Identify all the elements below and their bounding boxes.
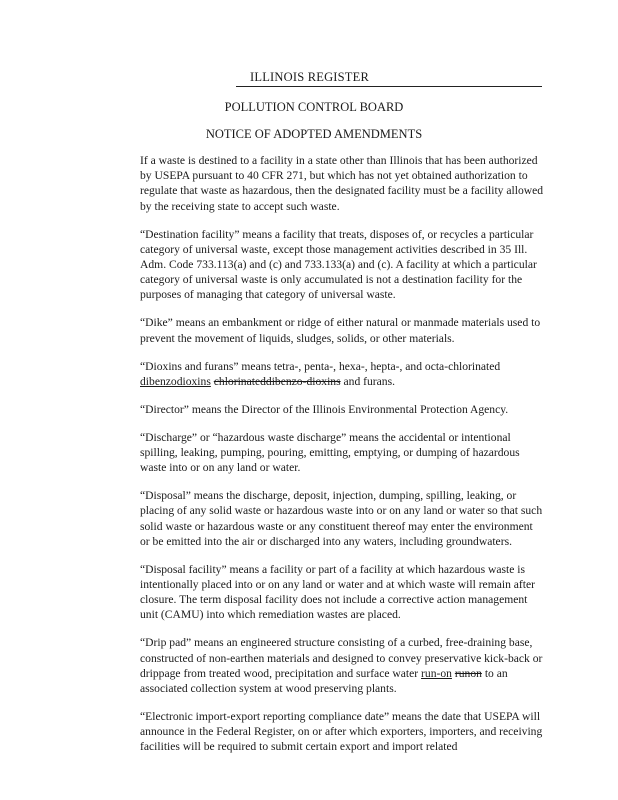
dioxins-tail: and furans.: [340, 374, 396, 388]
dioxins-inserted-text: dibenzodioxins: [140, 374, 211, 388]
paragraph-drip-pad: [140, 635, 544, 696]
document-body: [140, 153, 544, 767]
header-rule: [236, 86, 542, 87]
drip-pad-tail: to an associated collection system at wood preserving plants.: [140, 666, 508, 696]
drip-pad-text: “Drip pad” means an engineered structure consisting of a curbed, free-draining base, constructed of non-earthen materials and designed to convey preservative kick-back or drippage from treated wood, precipitation and surface water: [140, 636, 543, 680]
board-title: POLLUTION CONTROL BOARD: [224, 100, 404, 114]
drip-pad-inserted-text: run-on: [421, 666, 452, 680]
drip-pad-deleted-text: runon: [454, 666, 482, 680]
register-title: ILLINOIS REGISTER: [250, 70, 370, 84]
paragraph-dioxins-furans: [140, 359, 544, 389]
notice-title: NOTICE OF ADOPTED AMENDMENTS: [205, 127, 423, 141]
paragraph-electronic-import-export: “Electronic import-export reporting compliance date” means the date that USEPA will announce in the Federal Register, on or after which exporters, importers, and receiving facilities will be required to submit certain export and import related: [140, 710, 543, 754]
dioxins-deleted-text: chlorinateddibenzo-dioxins: [213, 374, 341, 388]
paragraph-destined-facility: If a waste is destined to a facility in a state other than Illinois that has been authorized by USEPA pursuant to 40 CFR 271, but which has not yet obtained authorization to regulate that waste as hazardous, then the designated facility must be a facility allowed by the receiving state to accept such waste.: [140, 154, 544, 213]
paragraph-destination-facility: “Destination facility” means a facility that treats, disposes of, or recycles a particular category of universal waste, except those management activities described in 35 Ill. Adm. Code 733.113(a) and (c) and 733.133(a) and (c). A facility at which a particular category of universal waste is only accumulated is not a destination facility for the purposes of managing that category of universal waste.: [140, 227, 537, 302]
paragraph-disposal-facility: “Disposal facility” means a facility or part of a facility at which hazardous waste is intentionally placed into or on any land or water and at which waste will remain after closure. The term disposal facility does not include a corrective action management unit (CAMU) into which remediation wastes are placed.: [140, 562, 536, 622]
paragraph-discharge: “Discharge” or “hazardous waste discharge” means the accidental or intentional spilling, leaking, pumping, pouring, emitting, emptying, or dumping of hazardous waste into or on any land or water.: [140, 430, 520, 475]
paragraph-dike: “Dike” means an embankment or ridge of either natural or manmade materials used to prevent the movement of liquids, sludges, solids, or other materials.: [140, 316, 541, 345]
paragraph-director: “Director” means the Director of the Illinois Environmental Protection Agency.: [140, 402, 509, 416]
paragraph-disposal: “Disposal” means the discharge, deposit, injection, dumping, spilling, leaking, or placing of any solid waste or hazardous waste into or on any land or water so that such solid waste or hazardous waste or any constituent thereof may enter the environment or be emitted into the air or discharged into any waters, including groundwaters.: [140, 489, 543, 548]
dioxins-text: “Dioxins and furans” means tetra-, penta-, hexa-, hepta-, and octa-chlorinated: [140, 359, 501, 373]
